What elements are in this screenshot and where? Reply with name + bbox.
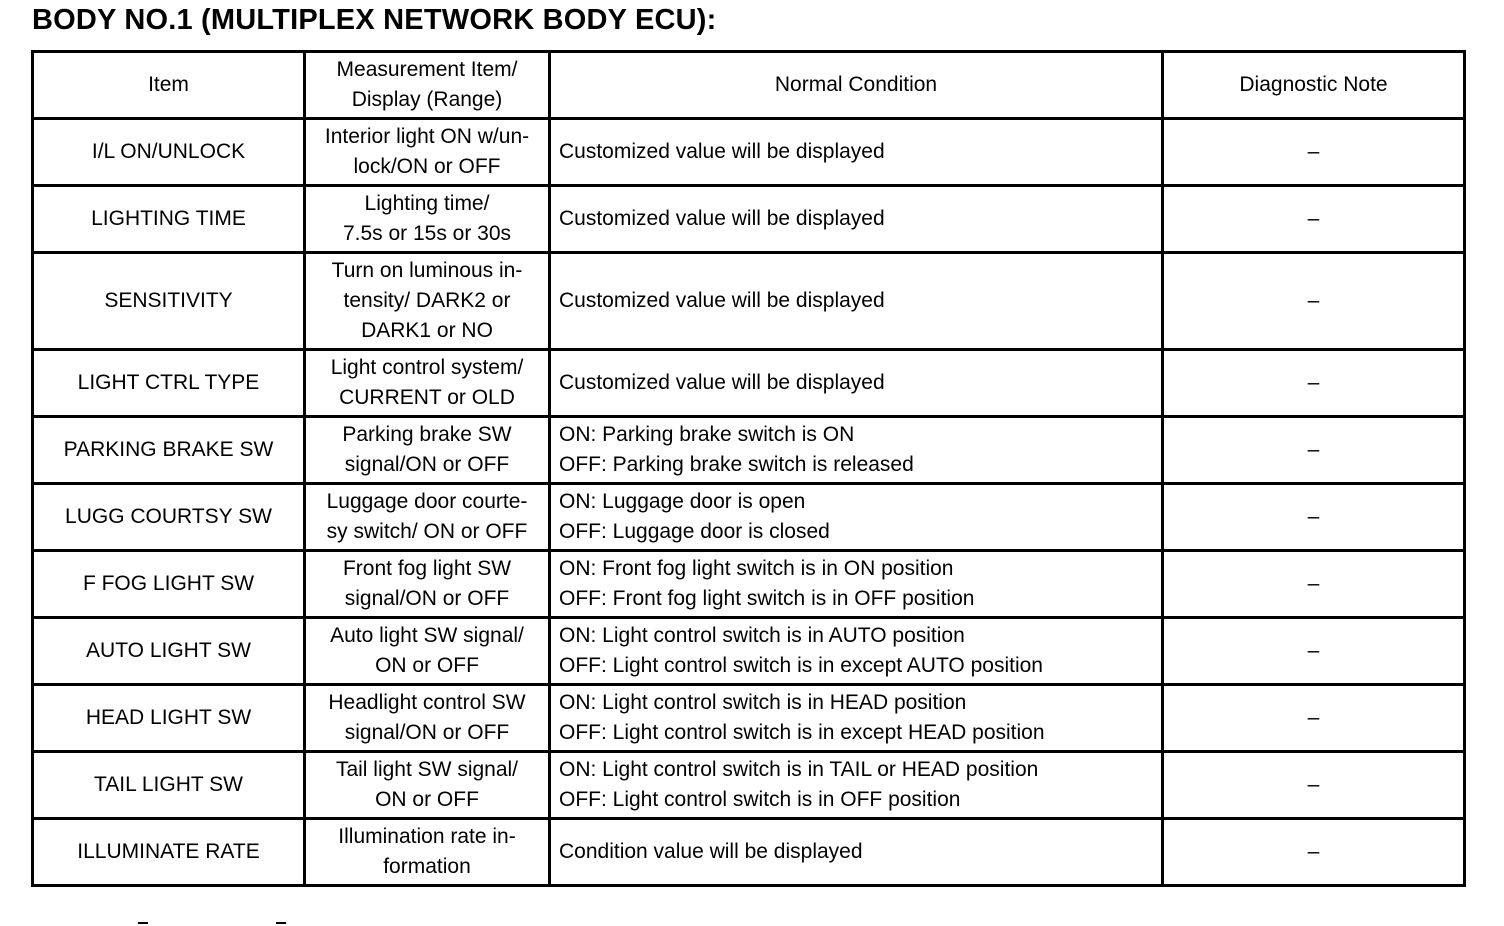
cell-measurement — [305, 186, 550, 253]
measurement-line: Lighting time/ — [364, 192, 490, 215]
condition-line: OFF: Front fog light switch is in OFF position — [559, 587, 975, 610]
condition-line: ON: Parking brake switch is ON — [559, 423, 855, 446]
cell-item: F FOG LIGHT SW — [33, 551, 305, 618]
cell-measurement — [305, 685, 550, 752]
measurement-line: DARK1 or NO — [361, 319, 493, 342]
header-measurement-line: Display (Range) — [351, 88, 503, 111]
cell-item: PARKING BRAKE SW — [33, 417, 305, 484]
cell-item: I/L ON/UNLOCK — [33, 119, 305, 186]
cell-diagnostic-note: – — [1163, 484, 1465, 551]
condition-line: Customized value will be displayed — [559, 371, 885, 394]
cell-normal-condition — [550, 253, 1163, 350]
cell-measurement — [305, 484, 550, 551]
measurement-line: Auto light SW signal/ — [330, 624, 524, 647]
measurement-line: Front fog light SW — [342, 557, 512, 580]
cell-item: TAIL LIGHT SW — [33, 752, 305, 819]
measurement-line: Parking brake SW — [342, 423, 512, 446]
cell-item: LIGHTING TIME — [33, 186, 305, 253]
cell-item: HEAD LIGHT SW — [33, 685, 305, 752]
condition-line: ON: Luggage door is open — [559, 490, 806, 513]
measurement-line: sy switch/ ON or OFF — [326, 520, 528, 543]
measurement-line: 7.5s or 15s or 30s — [342, 222, 512, 245]
cell-measurement — [305, 253, 550, 350]
cell-normal-condition — [550, 685, 1163, 752]
bottom-edge-marks — [130, 918, 330, 926]
cell-normal-condition — [550, 119, 1163, 186]
cell-normal-condition — [550, 417, 1163, 484]
cell-normal-condition — [550, 186, 1163, 253]
measurement-line: signal/ON or OFF — [344, 453, 510, 476]
measurement-line: Luggage door courte- — [326, 490, 528, 513]
cell-measurement — [305, 417, 550, 484]
condition-line: OFF: Luggage door is closed — [559, 520, 830, 543]
cell-normal-condition — [550, 484, 1163, 551]
header-measurement-line: Measurement Item/ — [336, 58, 518, 81]
condition-line: Condition value will be displayed — [559, 840, 863, 863]
cell-item: LUGG COURTSY SW — [33, 484, 305, 551]
condition-line: OFF: Light control switch is in except AUTO position — [559, 654, 1043, 677]
condition-line: Customized value will be displayed — [559, 140, 885, 163]
table-row — [33, 685, 1465, 752]
cell-item: ILLUMINATE RATE — [33, 819, 305, 886]
condition-line: Customized value will be displayed — [559, 207, 885, 230]
table-row — [33, 618, 1465, 685]
cell-diagnostic-note: – — [1163, 350, 1465, 417]
cell-diagnostic-note: – — [1163, 417, 1465, 484]
measurement-line: signal/ON or OFF — [344, 721, 510, 744]
table-row — [33, 119, 1465, 186]
header-diagnostic-note: Diagnostic Note — [1163, 52, 1465, 119]
cell-diagnostic-note: – — [1163, 618, 1465, 685]
table-row — [33, 551, 1465, 618]
cell-diagnostic-note: – — [1163, 551, 1465, 618]
cell-diagnostic-note: – — [1163, 685, 1465, 752]
table-row — [33, 819, 1465, 886]
condition-line: ON: Light control switch is in TAIL or HEAD position — [559, 758, 1039, 781]
cell-normal-condition — [550, 350, 1163, 417]
cell-measurement — [305, 119, 550, 186]
cell-diagnostic-note: – — [1163, 186, 1465, 253]
measurement-line: CURRENT or OLD — [339, 386, 515, 409]
cell-diagnostic-note: – — [1163, 752, 1465, 819]
measurement-line: Tail light SW signal/ — [335, 758, 519, 781]
cell-measurement — [305, 350, 550, 417]
cell-measurement — [305, 551, 550, 618]
cell-diagnostic-note: – — [1163, 119, 1465, 186]
measurement-line: signal/ON or OFF — [344, 587, 510, 610]
measurement-line: formation — [383, 855, 471, 878]
table-row — [33, 253, 1465, 350]
cell-item: SENSITIVITY — [33, 253, 305, 350]
cell-measurement — [305, 618, 550, 685]
condition-line: Customized value will be displayed — [559, 289, 885, 312]
header-normal-condition: Normal Condition — [550, 52, 1163, 119]
condition-line: OFF: Light control switch is in OFF position — [559, 788, 961, 811]
table-header-row — [33, 52, 1465, 119]
cell-normal-condition — [550, 752, 1163, 819]
cell-measurement — [305, 752, 550, 819]
cell-normal-condition — [550, 618, 1163, 685]
cell-diagnostic-note: – — [1163, 819, 1465, 886]
measurement-line: Interior light ON w/un- — [324, 125, 530, 148]
measurement-line: tensity/ DARK2 or — [343, 289, 511, 312]
measurement-line: ON or OFF — [375, 654, 479, 677]
condition-line: ON: Front fog light switch is in ON position — [559, 557, 954, 580]
measurement-line: Headlight control SW — [328, 691, 526, 714]
condition-line: OFF: Light control switch is in except HEAD position — [559, 721, 1045, 744]
table-row — [33, 484, 1465, 551]
cell-normal-condition — [550, 551, 1163, 618]
measurement-line: lock/ON or OFF — [353, 155, 501, 178]
table-row — [33, 752, 1465, 819]
cell-item: LIGHT CTRL TYPE — [33, 350, 305, 417]
cell-diagnostic-note: – — [1163, 253, 1465, 350]
header-item: Item — [33, 52, 305, 119]
measurement-line: Turn on luminous in- — [331, 259, 523, 282]
cell-normal-condition — [550, 819, 1163, 886]
cell-item: AUTO LIGHT SW — [33, 618, 305, 685]
table-row — [33, 350, 1465, 417]
table-row — [33, 186, 1465, 253]
measurement-line: Light control system/ — [330, 356, 524, 379]
measurement-line: ON or OFF — [375, 788, 479, 811]
data-list-table — [31, 50, 1466, 887]
measurement-line: Illumination rate in- — [338, 825, 516, 848]
table-row — [33, 417, 1465, 484]
cell-measurement — [305, 819, 550, 886]
condition-line: OFF: Parking brake switch is released — [559, 453, 914, 476]
page-title: BODY NO.1 (MULTIPLEX NETWORK BODY ECU): — [32, 4, 717, 36]
condition-line: ON: Light control switch is in HEAD position — [559, 691, 967, 714]
header-measurement — [305, 52, 550, 119]
condition-line: ON: Light control switch is in AUTO position — [559, 624, 965, 647]
